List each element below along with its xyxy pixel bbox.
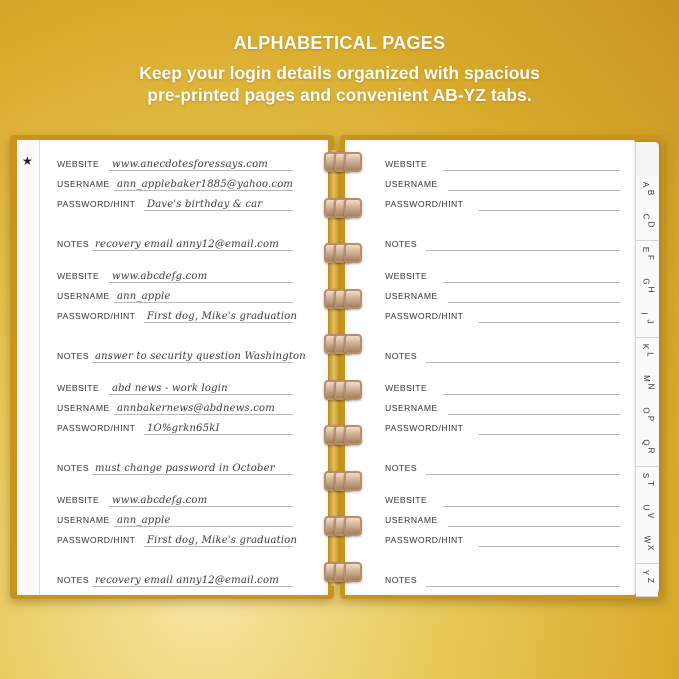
notes-label: NOTES xyxy=(57,463,90,473)
star-icon: ★ xyxy=(22,154,33,168)
entry-row-website xyxy=(57,265,293,283)
tab-letter: M xyxy=(641,374,651,382)
ring-wire xyxy=(344,471,362,491)
tab-letter: Z xyxy=(645,577,655,583)
tab-qr[interactable] xyxy=(636,434,658,467)
tab-letter: H xyxy=(646,286,656,293)
website-label: WEBSITE xyxy=(57,159,100,169)
website-line xyxy=(109,506,293,507)
entry-row-username xyxy=(57,397,293,415)
password-line xyxy=(144,434,293,435)
ring-wire xyxy=(344,516,362,536)
tab-letter: G xyxy=(641,278,651,285)
entry-row-notes xyxy=(57,457,293,475)
tab-letter: S xyxy=(641,472,651,478)
tab-mn[interactable] xyxy=(636,370,658,403)
tab-op[interactable] xyxy=(636,402,658,435)
website-value: www.anecdotesforessays.com xyxy=(112,159,268,170)
username-line xyxy=(114,302,293,303)
entry-row-username xyxy=(57,509,293,527)
website-label: WEBSITE xyxy=(385,495,428,505)
username-label: USERNAME xyxy=(57,179,110,189)
ring-wire xyxy=(344,152,362,172)
tab-letter: L xyxy=(645,351,655,357)
website-label: WEBSITE xyxy=(385,383,428,393)
tab-letter: N xyxy=(646,383,656,390)
entry-row-website xyxy=(57,153,293,171)
tab-wx[interactable] xyxy=(636,531,658,564)
tab-letter: K xyxy=(641,343,651,349)
notes-value: must change password in October xyxy=(95,463,275,474)
password-label: PASSWORD/HINT xyxy=(57,199,136,209)
notes-value: recovery email anny12@email.com xyxy=(95,575,279,586)
tab-letter: V xyxy=(646,512,656,519)
website-line xyxy=(443,506,620,507)
blank-row-website xyxy=(385,265,620,283)
tab-ef[interactable] xyxy=(636,241,658,274)
password-value: Dave's birthday & car xyxy=(147,199,263,210)
username-line xyxy=(114,526,293,527)
website-line xyxy=(443,394,620,395)
blank-row-notes xyxy=(385,457,620,475)
notes-line xyxy=(426,586,620,587)
tab-letter: Q xyxy=(641,439,651,447)
ring-wire xyxy=(344,380,362,400)
blank-row-username xyxy=(385,509,620,527)
spiral-ring xyxy=(322,289,364,307)
headline: ALPHABETICAL PAGES xyxy=(233,33,446,53)
username-line xyxy=(448,414,620,415)
password-value: First dog, Mike's graduation xyxy=(147,535,298,546)
blank-row-username xyxy=(385,397,620,415)
spiral-ring xyxy=(322,152,364,170)
password-value: First dog, Mike's graduation xyxy=(147,311,298,322)
tab-letter: D xyxy=(646,221,656,228)
website-label: WEBSITE xyxy=(385,271,428,281)
ring-wire xyxy=(344,562,362,582)
website-line xyxy=(109,394,293,395)
tab-ij[interactable] xyxy=(636,305,658,338)
entry-row-username xyxy=(57,173,293,191)
username-line xyxy=(114,414,293,415)
notes-line xyxy=(426,362,620,363)
entry-row-password xyxy=(57,529,298,547)
tab-letter: X xyxy=(646,545,656,551)
tab-letter: J xyxy=(645,319,655,324)
entry-row-username xyxy=(57,285,293,303)
username-label: USERNAME xyxy=(385,515,438,525)
username-line xyxy=(448,190,620,191)
username-label: USERNAME xyxy=(57,403,110,413)
notes-label: NOTES xyxy=(385,239,418,249)
entry-row-website xyxy=(57,377,293,395)
entry-row-password xyxy=(57,417,293,435)
password-line xyxy=(478,434,620,435)
password-value: 1O%grkn65kI xyxy=(147,423,220,434)
tab-letter: E xyxy=(641,246,651,252)
notes-value: recovery email anny12@email.com xyxy=(95,239,279,250)
tab-letter: O xyxy=(641,407,651,414)
password-label: PASSWORD/HINT xyxy=(57,423,136,433)
tab-letter: R xyxy=(646,448,656,454)
spiral-ring xyxy=(322,562,364,580)
tab-letter: T xyxy=(645,480,655,486)
website-label: WEBSITE xyxy=(57,495,100,505)
spiral-ring xyxy=(322,198,364,216)
entry-row-password xyxy=(57,305,298,323)
password-line xyxy=(478,210,620,211)
password-label: PASSWORD/HINT xyxy=(385,311,464,321)
tab-letter: B xyxy=(646,189,656,196)
website-line xyxy=(443,282,620,283)
tab-letter: F xyxy=(645,254,655,260)
tab-letter: W xyxy=(642,536,652,544)
website-label: WEBSITE xyxy=(385,159,428,169)
website-label: WEBSITE xyxy=(57,383,100,393)
password-line xyxy=(144,322,293,323)
password-label: PASSWORD/HINT xyxy=(57,311,136,321)
website-label: WEBSITE xyxy=(57,271,100,281)
notes-line xyxy=(426,474,620,475)
username-label: USERNAME xyxy=(385,403,438,413)
notes-label: NOTES xyxy=(57,239,90,249)
tab-kl[interactable] xyxy=(636,338,658,371)
tab-letter: A xyxy=(641,181,651,188)
website-line xyxy=(109,282,293,283)
ring-wire xyxy=(344,198,362,218)
username-value: ann_apple xyxy=(117,291,171,302)
spiral-ring xyxy=(322,334,364,352)
tab-letter: P xyxy=(646,415,656,422)
website-line xyxy=(443,170,620,171)
ring-wire xyxy=(344,289,362,309)
password-label: PASSWORD/HINT xyxy=(57,535,136,545)
username-label: USERNAME xyxy=(385,291,438,301)
notes-line xyxy=(92,362,293,363)
password-label: PASSWORD/HINT xyxy=(385,199,464,209)
entry-row-website xyxy=(57,489,293,507)
blank-row-website xyxy=(385,377,620,395)
password-line xyxy=(478,546,620,547)
blank-row-password xyxy=(385,529,620,547)
entry-row-notes xyxy=(57,233,293,251)
notes-line xyxy=(92,586,293,587)
username-line xyxy=(448,302,620,303)
notes-label: NOTES xyxy=(57,351,90,361)
username-value: ann_apple xyxy=(117,515,171,526)
spiral-ring xyxy=(322,516,364,534)
notes-line xyxy=(426,250,620,251)
username-label: USERNAME xyxy=(57,515,110,525)
tab-gh[interactable] xyxy=(636,273,658,306)
ring-wire xyxy=(344,334,362,354)
entry-row-password xyxy=(57,193,293,211)
tab-letter: Y xyxy=(641,569,651,575)
tab-yz[interactable] xyxy=(636,564,658,597)
tab-letter: C xyxy=(641,213,651,220)
spiral-ring xyxy=(322,471,364,489)
blank-row-website xyxy=(385,153,620,171)
blank-row-website xyxy=(385,489,620,507)
entry-row-notes xyxy=(57,345,306,363)
password-line xyxy=(144,546,293,547)
website-value: abd news - work login xyxy=(112,383,228,394)
ring-wire xyxy=(344,425,362,445)
password-label: PASSWORD/HINT xyxy=(385,423,464,433)
website-value: www.abcdefg.com xyxy=(112,271,208,282)
notes-value: answer to security question Washington xyxy=(95,351,306,362)
spiral-binding xyxy=(322,145,364,590)
blank-row-password xyxy=(385,417,620,435)
blank-row-notes xyxy=(385,233,620,251)
spiral-ring xyxy=(322,380,364,398)
tab-ab[interactable] xyxy=(636,176,658,209)
notes-line xyxy=(92,474,293,475)
website-value: www.abcdefg.com xyxy=(112,495,208,506)
blank-row-password xyxy=(385,193,620,211)
notes-label: NOTES xyxy=(57,575,90,585)
spiral-ring xyxy=(322,243,364,261)
username-value: annbakernews@abdnews.com xyxy=(117,403,275,414)
notes-label: NOTES xyxy=(385,463,418,473)
blank-row-notes xyxy=(385,345,620,363)
spiral-ring xyxy=(322,425,364,443)
blank-row-username xyxy=(385,285,620,303)
tab-letter: U xyxy=(641,504,651,511)
username-line xyxy=(114,190,293,191)
password-label: PASSWORD/HINT xyxy=(385,535,464,545)
blank-row-username xyxy=(385,173,620,191)
tab-st[interactable] xyxy=(636,467,658,500)
username-value: ann_applebaker1885@yahoo.com xyxy=(117,179,294,190)
notes-label: NOTES xyxy=(385,575,418,585)
subheadline xyxy=(60,62,619,106)
username-label: USERNAME xyxy=(57,291,110,301)
tab-uv[interactable] xyxy=(636,499,658,532)
website-line xyxy=(109,170,293,171)
subheadline-line-2: pre-printed pages and convenient AB-YZ tabs. xyxy=(147,85,532,105)
tab-letter: I xyxy=(639,312,649,315)
star-tab xyxy=(17,140,40,595)
password-line xyxy=(144,210,293,211)
blank-row-password xyxy=(385,305,620,323)
notes-line xyxy=(92,250,293,251)
password-line xyxy=(478,322,620,323)
notes-label: NOTES xyxy=(385,351,418,361)
entry-row-notes xyxy=(57,569,293,587)
blank-row-notes xyxy=(385,569,620,587)
tab-cd[interactable] xyxy=(636,208,658,241)
username-label: USERNAME xyxy=(385,179,438,189)
username-line xyxy=(448,526,620,527)
ring-wire xyxy=(344,243,362,263)
subheadline-line-1: Keep your login details organized with spacious xyxy=(139,63,540,83)
